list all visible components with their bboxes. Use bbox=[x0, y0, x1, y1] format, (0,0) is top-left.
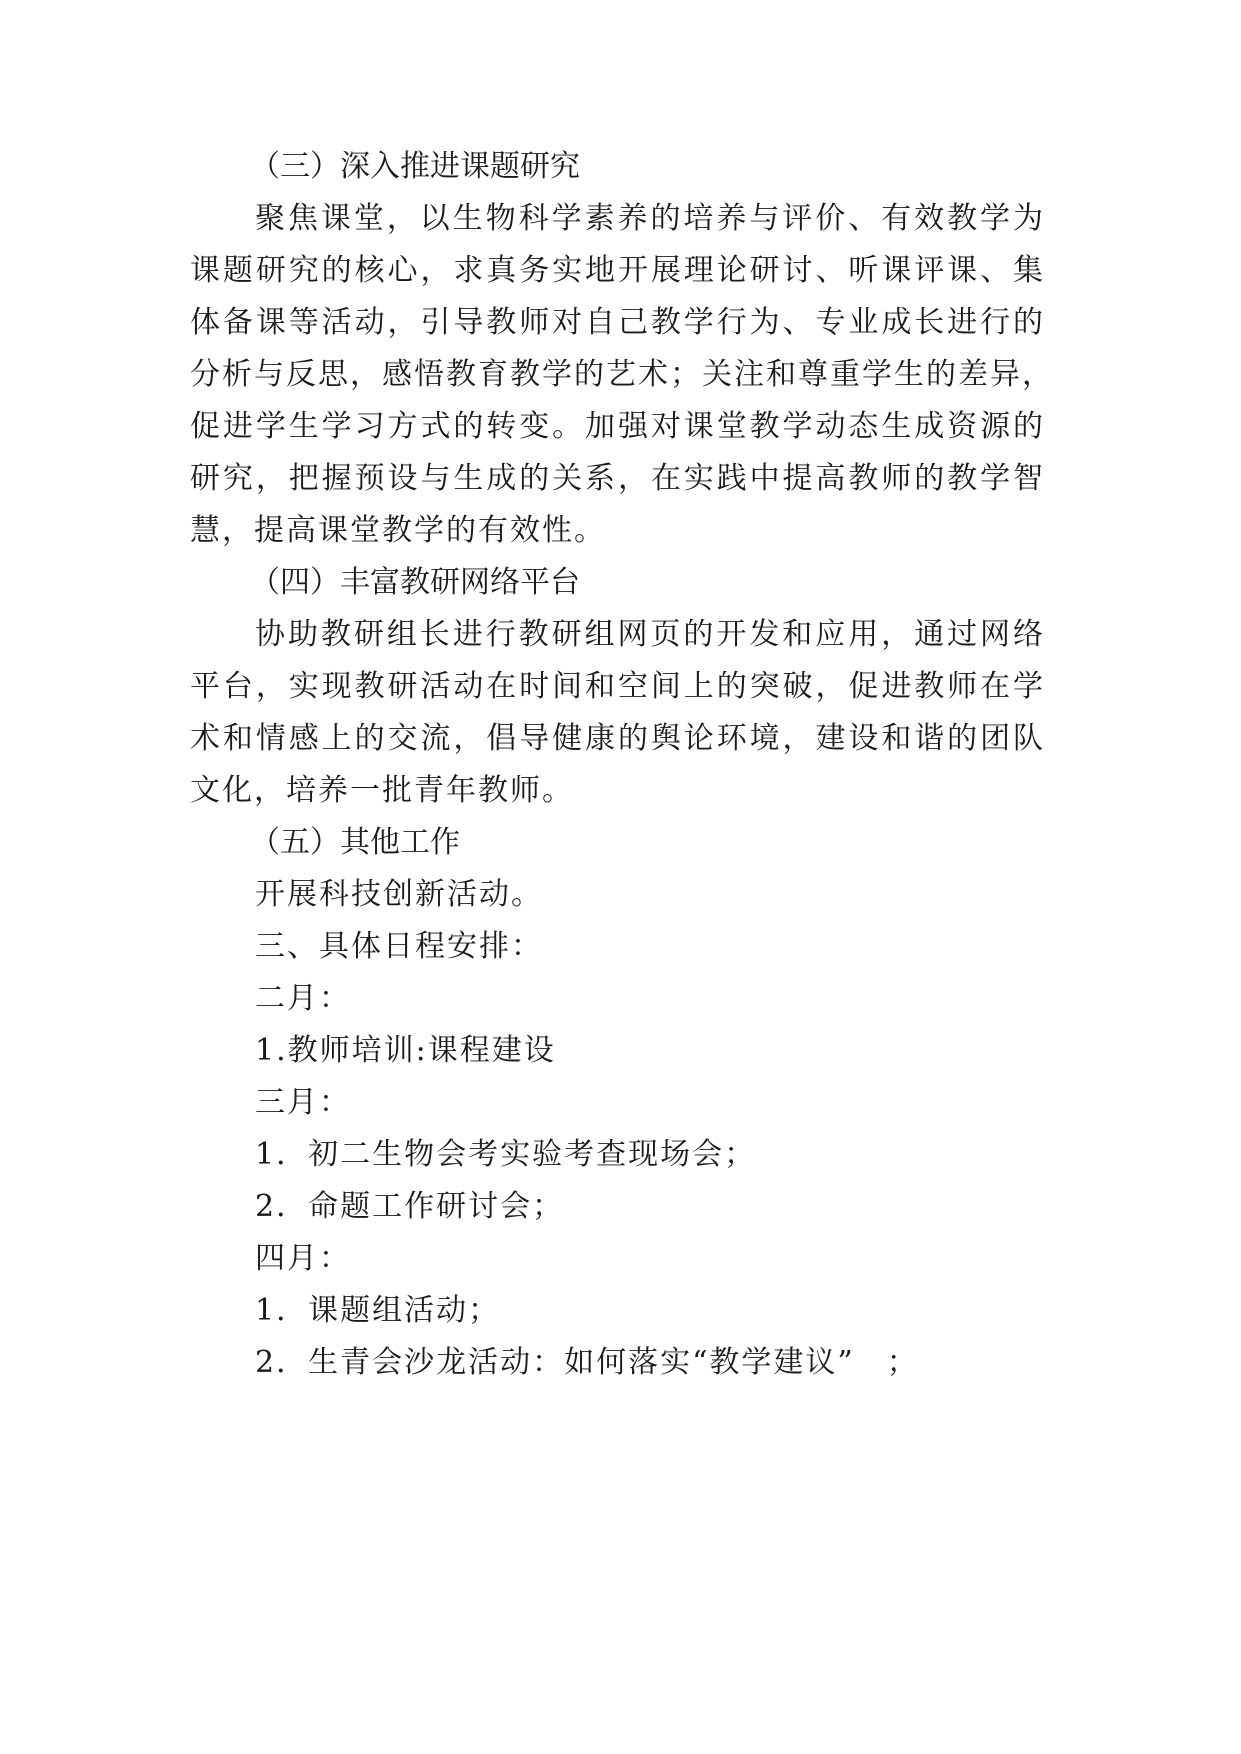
month-feb: 二月： bbox=[255, 981, 351, 1016]
list-item: 2．生青会沙龙活动：如何落实“教学建议” ； bbox=[255, 1345, 919, 1380]
section-heading-3: （三）深入推进课题研究 bbox=[250, 149, 580, 184]
paragraph-line: 开展科技创新活动。 bbox=[255, 877, 543, 912]
paragraph-line: 慧，提高课堂教学的有效性。 bbox=[190, 513, 606, 548]
list-item: 2．命题工作研讨会； bbox=[255, 1189, 565, 1224]
paragraph-line: 聚焦课堂，以生物科学素养的培养与评价、有效教学为 bbox=[255, 201, 1045, 236]
section-heading-5: （五）其他工作 bbox=[250, 825, 460, 860]
month-apr: 四月： bbox=[255, 1241, 351, 1276]
paragraph-line: 分析与反思，感悟教育教学的艺术；关注和尊重学生的差异， bbox=[190, 357, 1054, 392]
list-item: 1.教师培训:课程建设 bbox=[255, 1033, 556, 1068]
paragraph-line: 协助教研组长进行教研组网页的开发和应用，通过网络 bbox=[255, 617, 1045, 652]
paragraph-line: 文化，培养一批青年教师。 bbox=[190, 773, 574, 808]
paragraph-line: 促进学生学习方式的转变。加强对课堂教学动态生成资源的 bbox=[190, 409, 1045, 444]
paragraph-line: 术和情感上的交流，倡导健康的舆论环境，建设和谐的团队 bbox=[190, 721, 1045, 756]
paragraph-line: 体备课等活动，引导教师对自己教学行为、专业成长进行的 bbox=[190, 305, 1045, 340]
paragraph-line: 课题研究的核心，求真务实地开展理论研讨、听课评课、集 bbox=[190, 253, 1045, 288]
list-item: 1．初二生物会考实验考查现场会； bbox=[255, 1137, 757, 1172]
schedule-title: 三、具体日程安排： bbox=[255, 929, 543, 964]
paragraph-line: 研究，把握预设与生成的关系，在实践中提高教师的教学智 bbox=[190, 461, 1045, 496]
paragraph-line: 平台，实现教研活动在时间和空间上的突破，促进教师在学 bbox=[190, 669, 1045, 704]
month-mar: 三月： bbox=[255, 1085, 351, 1120]
section-heading-4: （四）丰富教研网络平台 bbox=[250, 565, 580, 600]
list-item: 1．课题组活动； bbox=[255, 1293, 501, 1328]
